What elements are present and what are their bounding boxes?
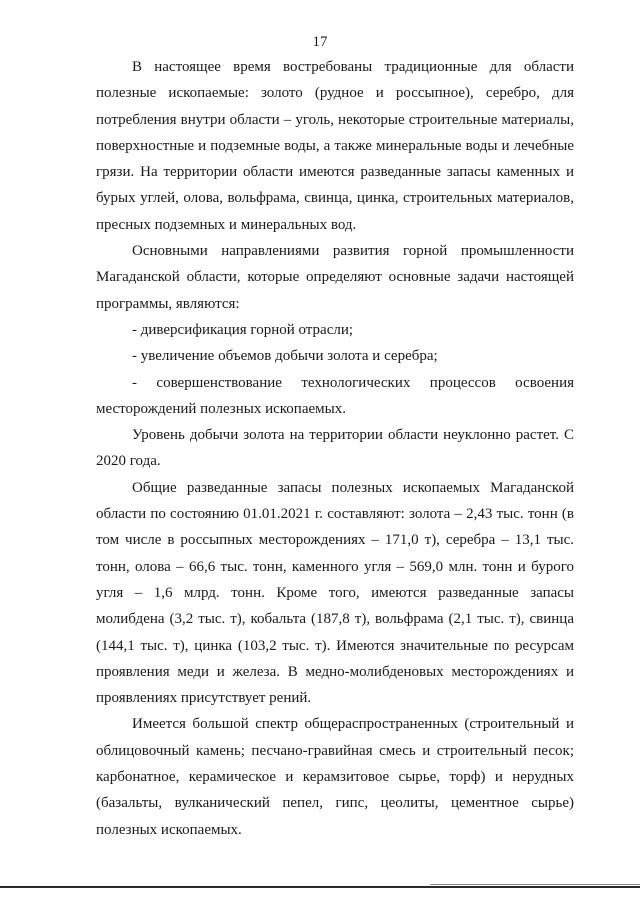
paragraph-common-minerals: Имеется большой спектр общераспространенных (строительный и облицовочный камень; песчано-гравийная смесь и строительный песок; карбонатное, керамическое и керамзитовое сырье, торф) и нерудных (базальты, вулканический пепел, гипс, цеолиты, цементное сырье) полезных ископаемых.: [96, 716, 574, 838]
paragraph-gold-growth: Уровень добычи золота на территории области неуклонно растет. С 2020 года.: [96, 427, 574, 470]
list-item-production-increase: - увеличение объемов добычи золота и серебра;: [132, 348, 438, 365]
list-item-diversification: - диверсификация горной отрасли;: [132, 321, 354, 338]
bottom-rule: [0, 886, 640, 888]
document-body: [96, 54, 574, 843]
paragraph-reserves: Общие разведанные запасы полезных ископаемых Магаданской области по состоянию 01.01.2021 г. составляют: золота – 2,43 тыс. тонн (в том числе в россыпных месторождениях – 171,0 т), серебра – 13,1 тыс. тонн, олова – 66,6 тыс. тонн, каменного угля – 569,0 млн. тонн и бурого угля – 1,6 млрд. тонн. Кроме того, имеются разведанные запасы молибдена (3,2 тыс. т), кобальта (187,8 т), вольфрама (2,1 тыс. т), свинца (144,1 тыс. т), цинка (103,2 тыс. т). Имеются значительные по ресурсам проявления меди и железа. В медно-молибденовых месторождениях и проявлениях присутствует рений.: [96, 479, 574, 707]
paragraph-directions-intro: Основными направлениями развития горной промышленности Магаданской области, которые определяют основные задачи настоящей программы, являются:: [96, 243, 574, 312]
paragraph-current-minerals: В настоящее время востребованы традиционные для области полезные ископаемые: золото (рудное и россыпное), серебро, для потребления внутри области – уголь, некоторые строительные материалы, поверхностные и подземные воды, а также минеральные воды и лечебные грязи. На территории области имеются разведанные запасы каменных и бурых углей, олова, вольфрама, свинца, цинка, строительных материалов, пресных подземных и минеральных вод.: [96, 59, 574, 233]
list-item-process-improvement: - совершенствование технологических процессов освоения месторождений полезных ископаемых.: [96, 374, 574, 417]
page-number: 17: [312, 34, 328, 50]
bottom-rule-shadow: [430, 884, 640, 885]
